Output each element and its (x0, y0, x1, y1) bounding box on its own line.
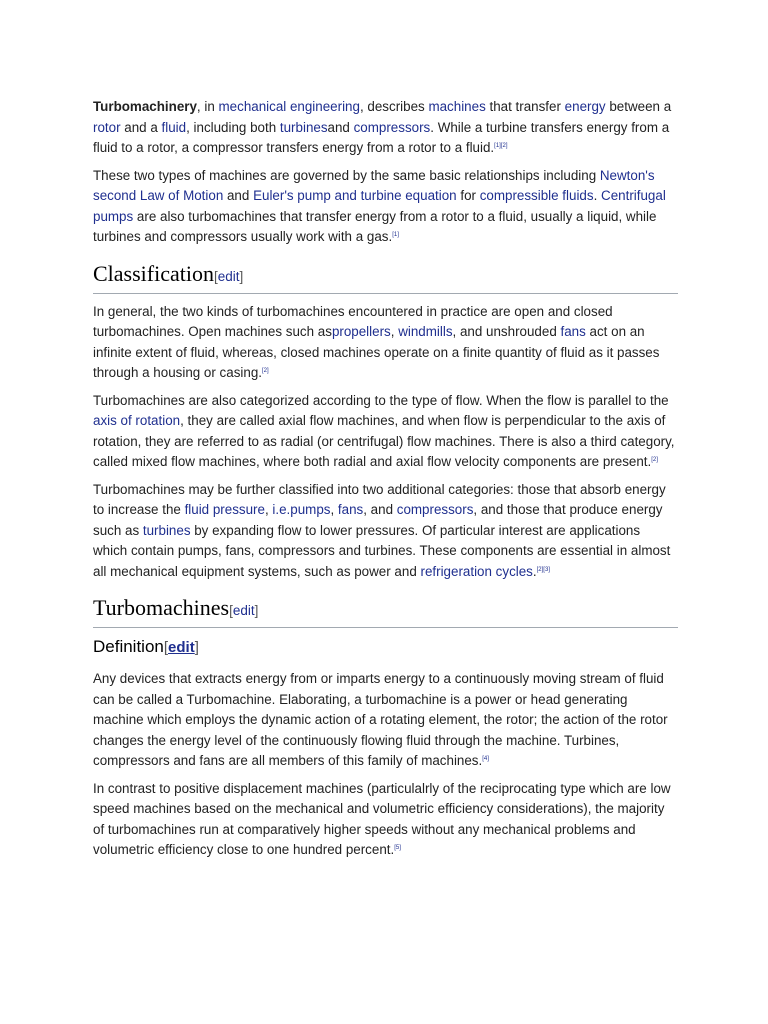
classification-paragraph-3: Turbomachines may be further classified into two additional categories: those that absorb energy to increase the fluid pressure, i.e.pumps, fans, and compressors, and those that produce energy such as turbines by expanding flow to lower pressures. Of particular interest are applications which contain pumps, fans, compressors and turbines. These components are essential in almost all mechanical equipment systems, such as power and refrigeration cycles.[2][3] (93, 481, 671, 579)
link-machines[interactable]: machines (428, 99, 486, 114)
link-energy[interactable]: energy (564, 99, 606, 114)
citation-1[interactable]: [1] (494, 143, 501, 149)
link-pumps[interactable]: i.e.pumps (272, 502, 331, 517)
edit-link[interactable]: edit (232, 603, 255, 618)
link-rotor[interactable]: rotor (93, 119, 121, 135)
link-newtons-second-law[interactable]: Newton's second Law of Motion (93, 167, 655, 203)
edit-link[interactable]: edit (168, 639, 195, 656)
article-content (93, 97, 678, 868)
subsection-heading-definition: Definition[edit] (93, 637, 199, 656)
citation-2[interactable]: [2] (536, 566, 544, 573)
term-turbomachinery: Turbomachinery (93, 99, 197, 114)
link-compressors[interactable]: compressors (396, 502, 474, 517)
link-propellers[interactable]: propellers (331, 324, 391, 339)
link-centrifugal-pumps[interactable]: Centrifugal pumps (93, 188, 666, 224)
citation-4[interactable]: [4] (482, 756, 489, 762)
citation-5[interactable]: [5] (394, 845, 401, 851)
link-eulers-equation[interactable]: Euler's pump and turbine equation (253, 188, 457, 203)
link-turbines[interactable]: turbines (142, 522, 191, 538)
link-turbines[interactable]: turbines (279, 119, 328, 135)
link-compressible-fluids[interactable]: compressible fluids (479, 188, 594, 203)
citation-1[interactable]: [1] (392, 232, 399, 238)
intro-paragraph-1: Turbomachinery, in mechanical engineering, describes machines that transfer energy between a rotor and a fluid, including both turbinesand compressors. While a turbine transfers energy from a fluid to a rotor, a compressor transfers energy from a rotor to a fluid.[1][2] (93, 99, 672, 155)
link-compressors[interactable]: compressors (353, 119, 431, 135)
section-heading-turbomachines: Turbomachines[edit] (93, 594, 678, 628)
definition-paragraph-1: Any devices that extracts energy from or imparts energy to a continuously moving stream of fluid can be called a Turbomachine. Elaborating, a turbomachine is a power or head generating machine which employs the dynamic action of a rotating element, the rotor; the action of the rotor changes the energy level of the continuously flowing fluid through the machine. Turbines, compressors and fans are all members of this family of machines.[4] (93, 671, 668, 768)
link-axis-of-rotation[interactable]: axis of rotation (93, 413, 181, 428)
edit-section-link: [edit] (229, 603, 259, 618)
link-fluid-pressure[interactable]: fluid pressure (184, 502, 265, 517)
link-fluid[interactable]: fluid (161, 119, 187, 135)
edit-section-link: [edit] (163, 639, 199, 656)
classification-paragraph-1: In general, the two kinds of turbomachines encountered in practice are open and closed turbomachines. Open machines such aspropellers, windmills, and unshrouded fans act on an infinite extent of fluid, whereas, closed machines operate on a finite quantity of fluid as it passes through a housing or casing.[2] (93, 303, 660, 380)
classification-paragraph-2: Turbomachines are also categorized according to the type of flow. When the flow is parallel to the axis of rotation, they are called axial flow machines, and when flow is perpendicular to the axis of rotation, they are referred to as radial (or centrifugal) flow machines. There is also a third category, called mixed flow machines, where both radial and axial flow velocity components are present.[2] (93, 392, 675, 469)
link-refrigeration-cycles[interactable]: refrigeration cycles (420, 563, 533, 579)
link-fans[interactable]: fans (337, 502, 364, 517)
section-heading-classification: Classification[edit] (93, 260, 678, 294)
link-mechanical-engineering[interactable]: mechanical engineering (218, 99, 360, 114)
edit-link[interactable]: edit (217, 268, 240, 284)
intro-paragraph-2: These two types of machines are governed by the same basic relationships including Newton's second Law of Motion and Euler's pump and turbine equation for compressible fluids. Centrifugal pumps are also turbomachines that transfer energy from a rotor to a fluid, usually a liquid, while turbines and compressors usually work with a gas.[1] (93, 167, 666, 244)
citation-3[interactable]: [3] (543, 566, 550, 573)
edit-section-link: [edit] (213, 268, 244, 284)
link-fans[interactable]: fans (560, 324, 586, 339)
citation-2[interactable]: [2] (500, 143, 508, 149)
citation-2[interactable]: [2] (651, 457, 658, 463)
definition-paragraph-2: In contrast to positive displacement machines (particulalrly of the reciprocating type which are low speed machines based on the mechanical and volumetric efficiency considerations), the majority of turbomachines run at comparatively higher speeds without any mechanical problems and volumetric efficiency close to one hundred percent.[5] (93, 780, 671, 857)
link-windmills[interactable]: windmills (398, 324, 453, 339)
citation-2[interactable]: [2] (262, 368, 269, 374)
